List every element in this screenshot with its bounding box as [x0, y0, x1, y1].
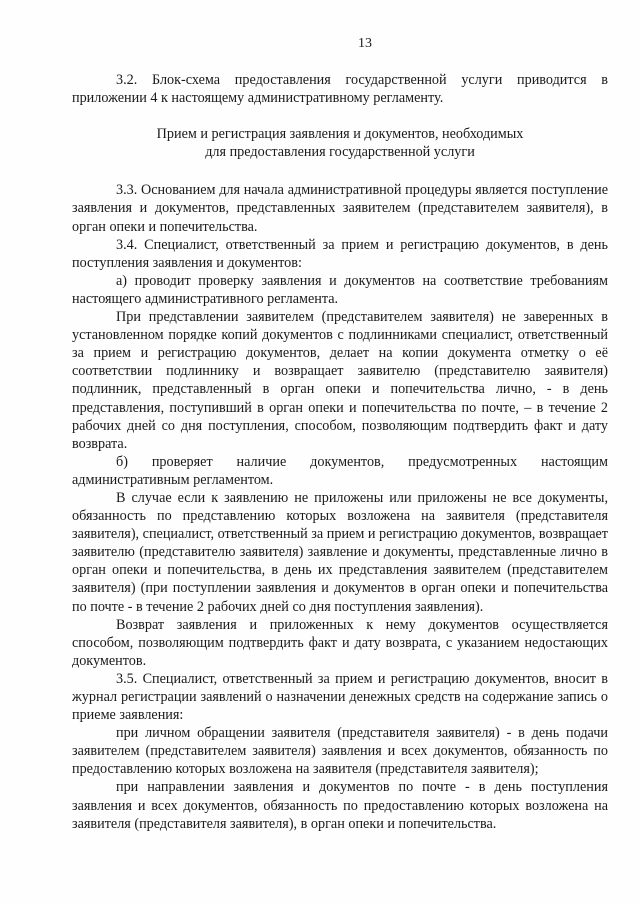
paragraph-item-a: а) проводит проверку заявления и документов на соответствие требованиям настоящего административного регламента. — [72, 272, 608, 307]
paragraph-3-5: 3.5. Специалист, ответственный за прием и регистрацию документов, вносит в журнал регистрации заявлений о назначении денежных средств на содержание запись о приеме заявления: — [72, 670, 608, 724]
paragraph-personal-submission: при личном обращении заявителя (представителя заявителя) - в день подачи заявителем (представителем заявителя) заявления и всех документов, обязанность по предоставлению которых возложена на заявителя (представителя заявителя); — [72, 725, 608, 778]
paragraph-missing-documents: В случае если к заявлению не приложены или приложены не все документы, обязанность по представлению которых возложена на заявителя (представителя заявителя), специалист, ответственный за прием и регистрацию документов, возвращает заявителю (представителю заявителя) заявление и документы, представленные лично в орган опеки и попечительства, в день их представления заявителем (представителем заявителя) (при поступлении заявления и документов в орган опеки и попечительства по почте - в течение 2 рабочих дней со дня поступления заявления). — [72, 489, 608, 615]
paragraph-copies: При представлении заявителем (представителем заявителя) не заверенных в установленном порядке копий документов с подлинниками специалист, ответственный за прием и регистрацию документов, делает на копии документа отметку о её соответствии подлиннику и возвращает заявителю (представителю заявителя) подлинник, представленный в орган опеки и попечительства лично, - в день представления, поступивший в орган опеки и попечительства по почте, – в течение 2 рабочих дней со дня поступления, способом, позволяющим подтвердить факт и дату возврата. — [72, 309, 608, 452]
paragraph-item-b: б) проверяет наличие документов, предусмотренных настоящим административным регламентом. — [72, 453, 608, 488]
section-heading-line-1: Прием и регистрация заявления и документов, необходимых — [156, 126, 524, 143]
paragraph-3-3: 3.3. Основанием для начала административной процедуры является поступление заявления и документов, представленных заявителем (представителем заявителя), в орган опеки и попечительства. — [72, 182, 608, 235]
paragraph-3-4: 3.4. Специалист, ответственный за прием и регистрацию документов, в день поступления заявления и документов: — [72, 236, 608, 271]
section-heading — [72, 125, 608, 161]
paragraph-3-2: 3.2. Блок-схема предоставления государственной услуги приводится в приложении 4 к настоящему административному регламенту. — [72, 72, 608, 107]
section-heading-line-2: для предоставления государственной услуги — [205, 144, 475, 161]
paragraph-mail-submission: при направлении заявления и документов по почте - в день поступления заявления и всех документов, обязанность по предоставлению которых возложена на заявителя (представителя заявителя), в орган опеки и попечительства. — [72, 779, 608, 832]
paragraph-return: Возврат заявления и приложенных к нему документов осуществляется способом, позволяющим подтвердить факт и дату возврата, с указанием недостающих документов. — [72, 616, 608, 669]
page-number: 13 — [358, 36, 372, 51]
